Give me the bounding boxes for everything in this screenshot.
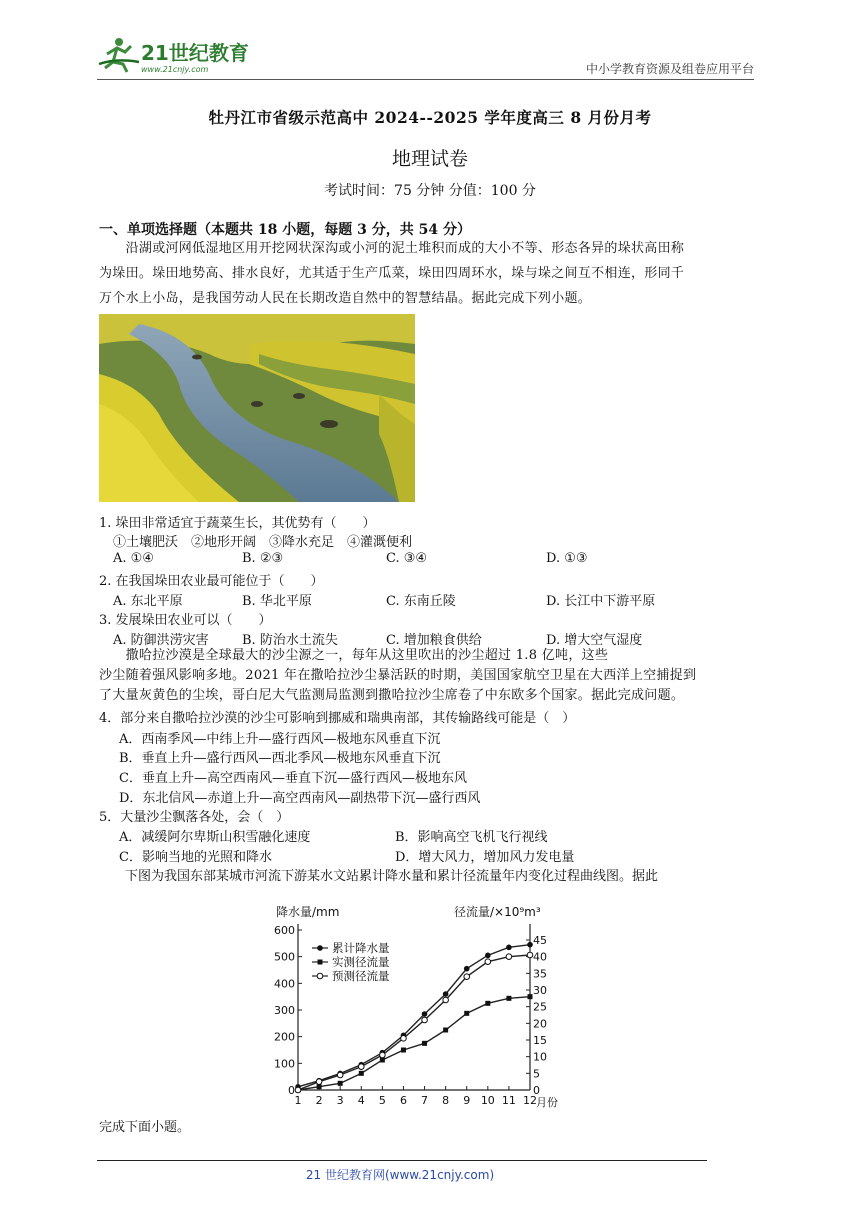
- intro-paragraph-1: [99, 236, 761, 311]
- x-tick-label: 2: [315, 1094, 323, 1107]
- x-tick-label: 3: [336, 1094, 344, 1107]
- q2-option-a: A. 东北平原: [113, 594, 183, 609]
- left-tick-label: 100: [274, 1057, 295, 1071]
- q2-option-b: B. 华北平原: [242, 594, 312, 609]
- q4-option-a: A．西南季风—中纬上升—盛行西风—极地东风垂直下沉: [119, 732, 441, 747]
- x-tick-label: 11: [501, 1094, 516, 1107]
- data-point: [506, 945, 512, 951]
- question-4-stem: 4．部分来自撒哈拉沙漠的沙尘可影响到挪威和瑞典南部，其传输路线可能是（ ）: [99, 711, 576, 726]
- data-point: [380, 1052, 386, 1058]
- q4-option-b: B．垂直上升—盛行西风—西北季风—极地东风垂直下沉: [119, 751, 441, 766]
- footer-divider: [97, 1160, 707, 1161]
- q1-option-a: A. ①④: [113, 551, 154, 566]
- q3-option-b: B. 防治水土流失: [242, 633, 338, 648]
- footer-text: 21 世纪教育网(www.21cnjy.com): [305, 1168, 495, 1182]
- data-point: [528, 994, 533, 999]
- section-heading: 一、单项选择题（本题共 18 小题，每题 3 分，共 54 分）: [99, 222, 471, 238]
- data-point: [401, 1036, 407, 1042]
- after-chart-text: 完成下面小题。: [99, 1120, 191, 1135]
- q5-option-b: B．影响高空飞机飞行视线: [395, 830, 548, 845]
- left-tick-label: 600: [274, 924, 295, 937]
- left-tick-label: 500: [274, 950, 295, 964]
- legend-label: 预测径流量: [332, 969, 390, 983]
- right-tick-label: 35: [533, 967, 547, 981]
- x-tick-label: 9: [463, 1094, 471, 1107]
- duotian-photo: [99, 314, 415, 502]
- right-tick-label: 10: [533, 1050, 547, 1064]
- q1-option-c: C. ③④: [386, 551, 428, 566]
- q5-option-c: C．影响当地的光照和降水: [119, 850, 272, 865]
- data-point: [527, 942, 533, 948]
- x-tick-label: 12: [523, 1094, 537, 1107]
- q1-option-d: D. ①③: [546, 551, 588, 566]
- right-tick-label: 40: [533, 950, 547, 964]
- right-tick-label: 25: [533, 1000, 547, 1014]
- data-point: [443, 991, 449, 997]
- text-line: 为垛田。垛田地势高、排水良好，尤其适于生产瓜菜，垛田四周环水，垛与垛之间互不相连，形同千: [99, 266, 685, 281]
- x-tick-label: 8: [442, 1094, 450, 1107]
- question-1-items: ①土壤肥沃 ②地形开阔 ③降水充足 ④灌溉便利: [113, 535, 413, 550]
- legend-marker: [317, 945, 323, 951]
- x-tick-label: 6: [399, 1094, 407, 1107]
- data-point: [337, 1072, 343, 1078]
- right-tick-label: 0: [533, 1084, 540, 1097]
- intro-paragraph-2: [99, 646, 761, 706]
- q1-option-b: B. ②③: [242, 551, 284, 566]
- data-point: [295, 1087, 301, 1093]
- text-line: 撒哈拉沙漠是全球最大的沙尘源之一，每年从这里吹出的沙尘超过 1.8 亿吨，这些: [99, 648, 609, 663]
- q3-option-c: C. 增加粮食供给: [386, 633, 482, 648]
- logo-text: 21世纪教育: [141, 41, 249, 65]
- intro-paragraph-3: 下图为我国东部某城市河流下游某水文站累计降水量和累计径流量年内变化过程曲线图。据此: [99, 869, 659, 884]
- question-1-stem: 1. 垛田非常适宜于蔬菜生长，其优势有（ ）: [99, 516, 376, 531]
- site-logo: [97, 34, 257, 78]
- right-tick-label: 5: [533, 1067, 540, 1081]
- q5-option-d: D．增大风力，增加风力发电量: [395, 850, 575, 865]
- q2-option-d: D. 长江中下游平原: [546, 594, 656, 609]
- data-point: [401, 1048, 406, 1053]
- data-point: [359, 1071, 364, 1076]
- data-point: [464, 966, 470, 972]
- legend-marker: [317, 973, 323, 979]
- question-3-stem: 3. 发展垛田农业可以（ ）: [99, 613, 272, 628]
- text-line: 沙尘随着强风影响多地。2021 年在撒哈拉沙尘暴活跃的时期，美国国家航空卫星在大西洋上空捕捉到: [99, 668, 697, 683]
- exam-subtitle: 地理试卷: [391, 148, 468, 170]
- header-platform-text: 中小学教育资源及组卷应用平台: [585, 62, 754, 76]
- question-2-stem: 2. 在我国垛田农业最可能位于（ ）: [99, 574, 324, 589]
- header-divider: [97, 79, 754, 80]
- x-tick-label: 1: [294, 1094, 302, 1107]
- data-point: [485, 1001, 490, 1006]
- x-tick-label: 5: [378, 1094, 386, 1107]
- legend-marker: [318, 960, 323, 965]
- x-axis-title: 月份: [536, 1096, 558, 1109]
- legend-label: 累计降水量: [332, 941, 390, 955]
- q3-option-d: D. 增大空气湿度: [546, 633, 643, 648]
- right-tick-label: 15: [533, 1034, 547, 1047]
- left-tick-label: 300: [274, 1004, 295, 1017]
- right-tick-label: 30: [533, 984, 547, 997]
- q3-option-a: A. 防御洪涝灾害: [113, 633, 209, 648]
- left-tick-label: 0: [288, 1084, 295, 1097]
- right-axis-title: 径流量/×10⁹m³: [454, 905, 541, 919]
- question-5-stem: 5．大量沙尘飘落各处，会（ ）: [99, 810, 290, 825]
- data-point: [422, 1041, 427, 1046]
- data-point: [464, 974, 470, 980]
- data-point: [443, 1028, 448, 1033]
- exam-time-and-score: 考试时间：75 分钟 分值：100 分: [324, 183, 536, 199]
- text-line: 沿湖或河网低湿地区用开挖网状深沟或小河的泥土堆积而成的大小不等、形态各异的垛状高田称: [99, 241, 685, 256]
- data-point: [506, 954, 512, 960]
- legend-label: 实测径流量: [332, 955, 390, 969]
- data-point: [358, 1064, 364, 1070]
- data-point: [527, 952, 533, 958]
- x-tick-label: 4: [357, 1094, 365, 1107]
- data-point: [485, 953, 491, 959]
- logo-url: www.21cnjy.com: [141, 65, 209, 74]
- x-tick-label: 10: [480, 1094, 495, 1107]
- data-point: [506, 996, 511, 1001]
- left-tick-label: 200: [274, 1030, 295, 1044]
- left-axis-title: 降水量/mm: [276, 905, 340, 919]
- data-point: [485, 959, 491, 965]
- runner-icon: [99, 38, 139, 72]
- text-line: 万个水上小岛，是我国劳动人民在长期改造自然中的智慧结晶。据此完成下列小题。: [99, 291, 592, 306]
- exam-title: 牡丹江市省级示范高中 2024--2025 学年度高三 8 月份月考: [208, 108, 652, 127]
- data-point: [464, 1011, 469, 1016]
- rainfall-runoff-chart: [268, 896, 590, 1112]
- q4-option-c: C．垂直上升—高空西南风—垂直下沉—盛行西风—极地东风: [119, 771, 467, 786]
- data-point: [316, 1079, 322, 1085]
- data-point: [422, 1011, 428, 1017]
- data-point: [422, 1017, 428, 1023]
- data-point: [338, 1081, 343, 1086]
- left-tick-label: 400: [274, 977, 295, 991]
- right-tick-label: 45: [533, 934, 547, 947]
- x-tick-label: 7: [421, 1094, 429, 1107]
- data-point: [443, 997, 449, 1003]
- q2-option-c: C. 东南丘陵: [386, 594, 456, 609]
- q5-option-a: A．减缓阿尔卑斯山积雪融化速度: [119, 830, 311, 845]
- q4-option-d: D．东北信风—赤道上升—高空西南风—副热带下沉—盛行西风: [119, 791, 481, 806]
- right-tick-label: 20: [533, 1017, 547, 1031]
- text-line: 了大量灰黄色的尘埃，哥白尼大气监测局监测到撒哈拉沙尘席卷了中东欧多个国家。据此完成问题。: [99, 688, 685, 703]
